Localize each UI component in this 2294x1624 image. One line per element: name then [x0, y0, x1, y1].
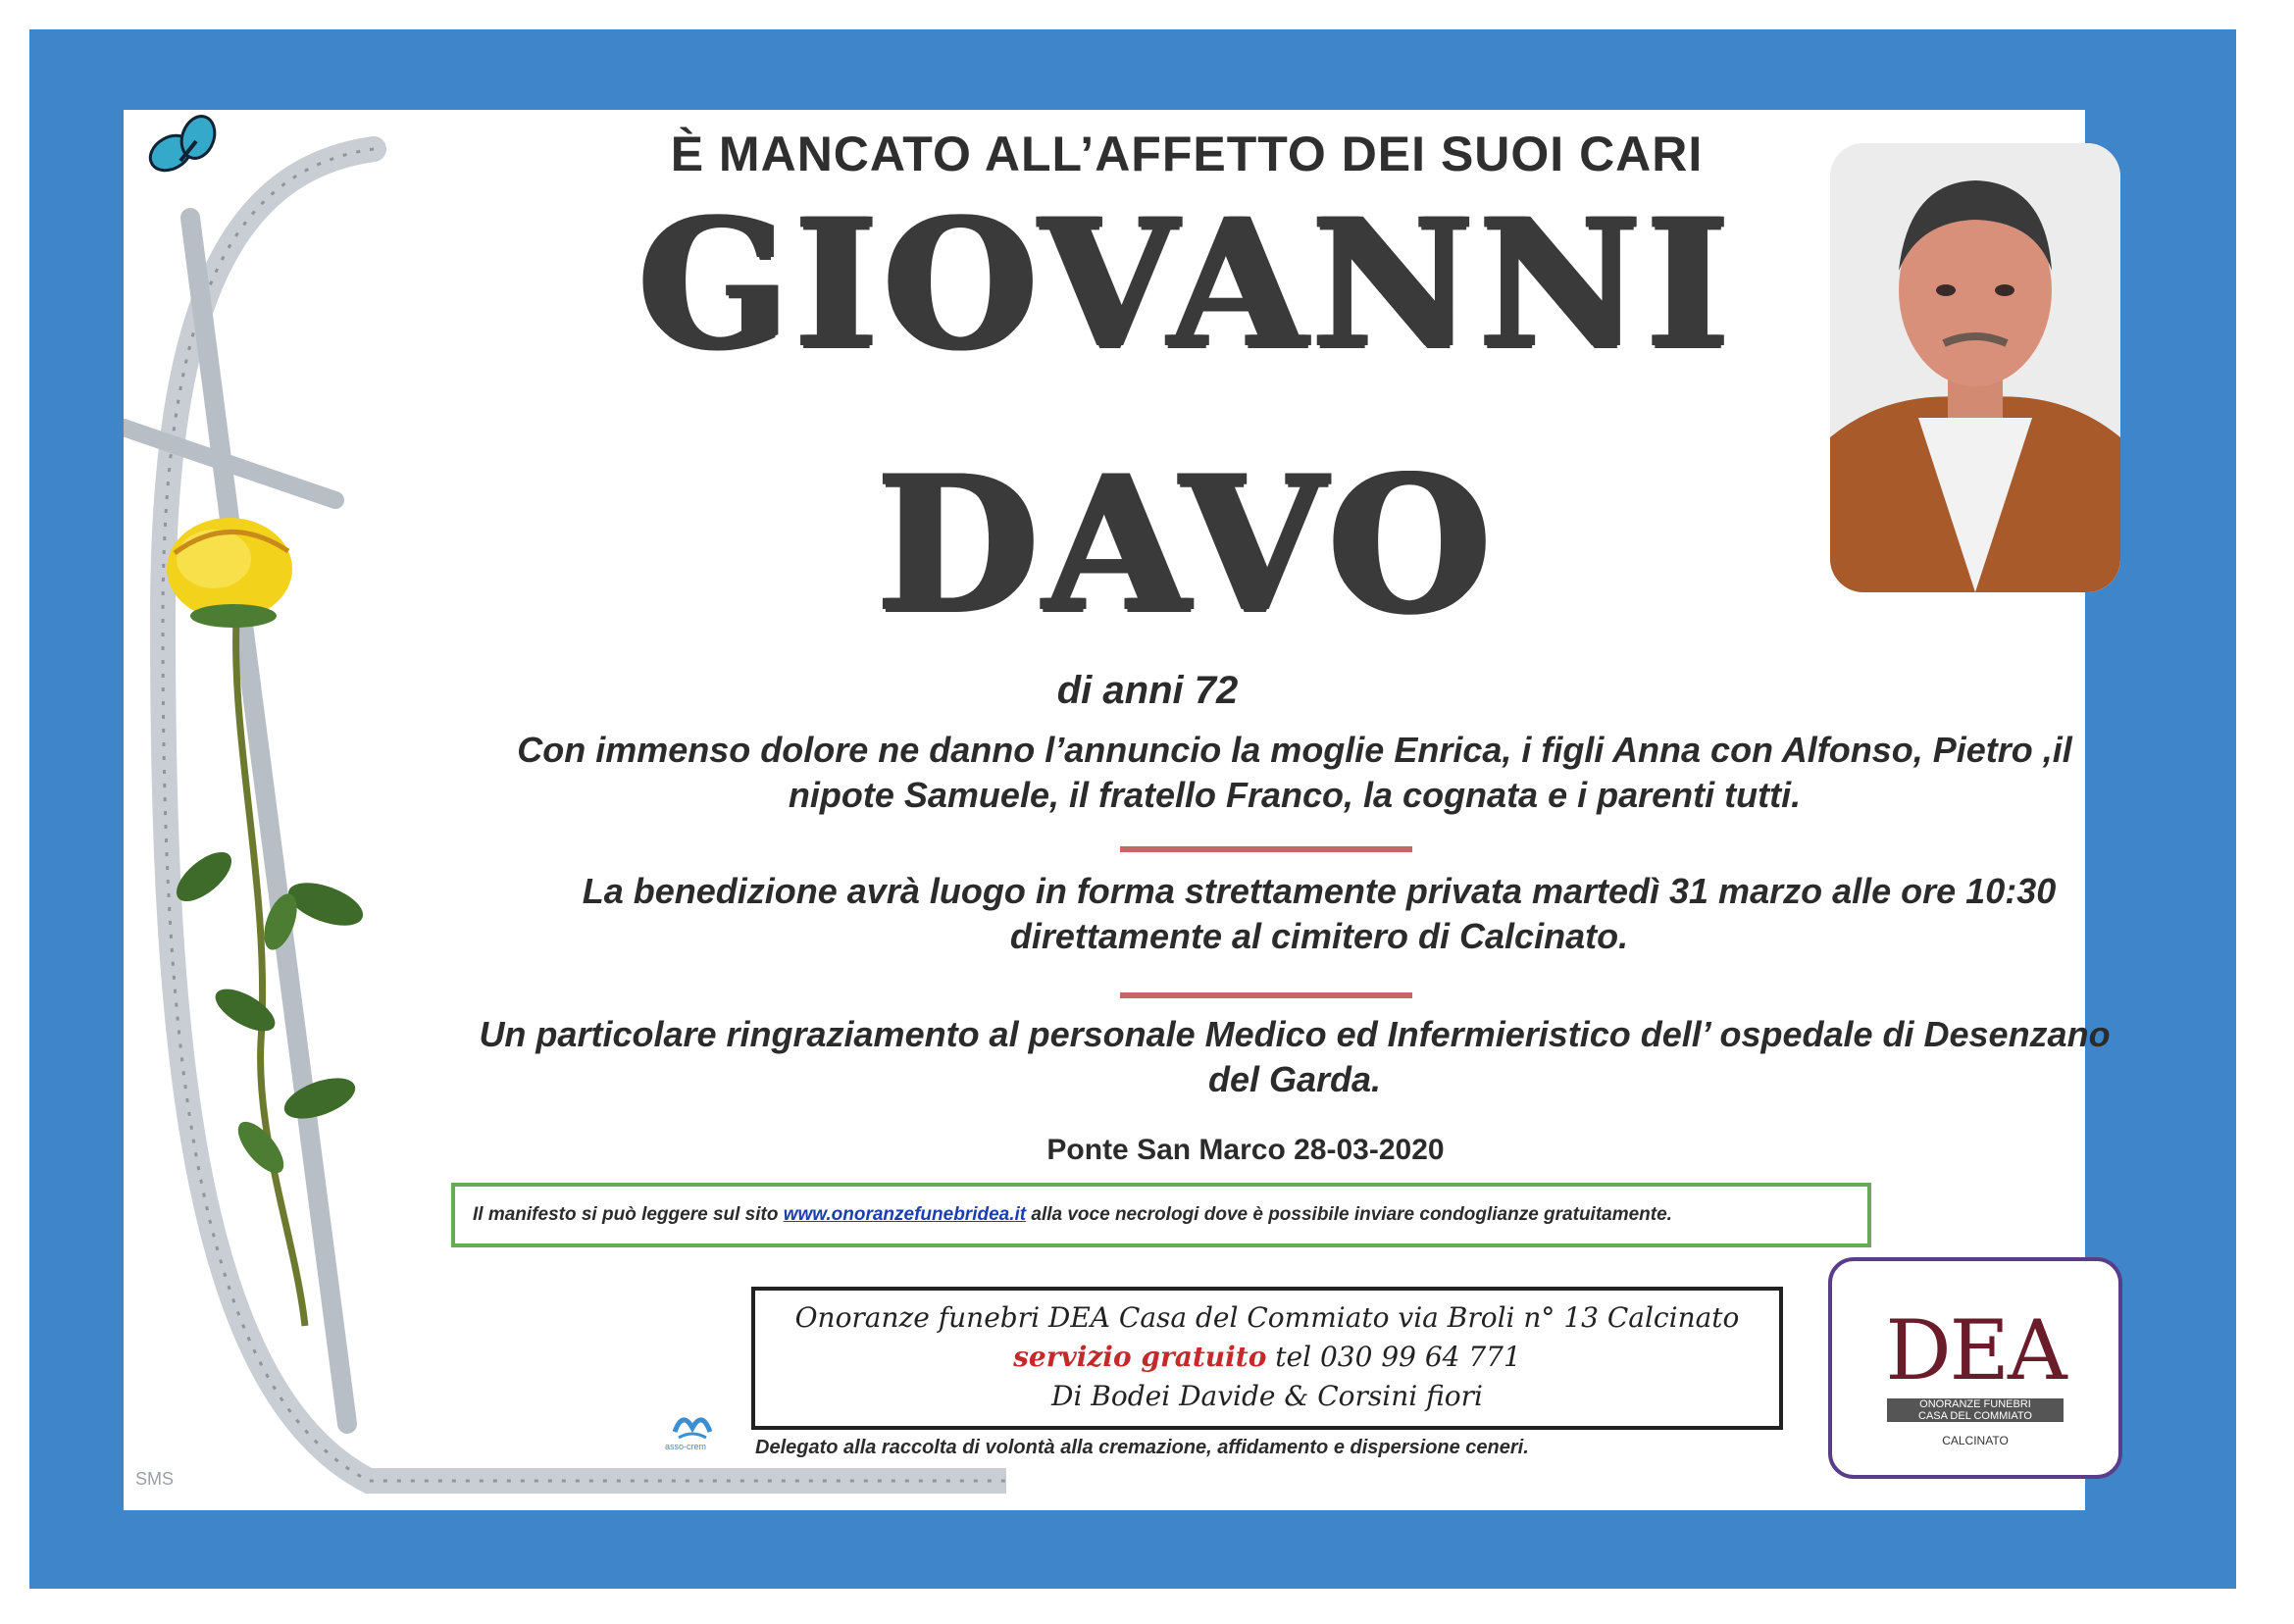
footer-mark: SMS — [135, 1469, 175, 1489]
place-and-date: Ponte San Marco 28-03-2020 — [1046, 1134, 1445, 1166]
last-name: DAVO — [877, 434, 1497, 653]
website-notice — [451, 1183, 1871, 1247]
website-link[interactable]: www.onoranzefunebridea.it — [783, 1204, 1027, 1225]
announcement-text: Con immenso dolore ne danno l’annuncio la moglie Enrica, i figli Anna con Alfonso, Pietro ,il nipote Samuele, il fratello Franco, la cognata e i parenti tutti. — [517, 730, 2072, 815]
separator-line — [1120, 846, 1412, 852]
heading: È MANCATO ALL’AFFETTO DEI SUOI CARI — [670, 127, 1704, 181]
separator-line — [1120, 992, 1412, 998]
free-service-label: servizio gratuito — [1013, 1341, 1267, 1373]
first-name: GIOVANNI — [637, 180, 1736, 387]
dea-logo-bar — [1887, 1398, 2064, 1422]
dea-logo — [1828, 1257, 2122, 1479]
ceremony-text: La benedizione avrà luogo in forma strettamente privata martedì 31 marzo alle ore 10:30 direttamente al cimitero di Calcinato. — [582, 871, 2057, 956]
dea-logo-city: CALCINATO — [1942, 1434, 2009, 1447]
funeral-home-box — [751, 1287, 1783, 1430]
dea-logo-name: DEA — [1885, 1302, 2065, 1398]
website-notice-before: Il manifesto si può leggere sul sito — [473, 1204, 784, 1225]
website-notice-after: alla voce necrologi dove è possibile inviare condoglianze gratuitamente. — [1026, 1204, 1672, 1225]
asso-crem-label: asso-crem — [665, 1442, 707, 1451]
thanks-text: Un particolare ringraziamento al personale Medico ed Infermieristico dell’ ospedale di Desenzano del Garda. — [479, 1014, 2111, 1099]
dea-logo-bar-line1: ONORANZE FUNEBRI — [1919, 1398, 2031, 1410]
funeral-home-address: Onoranze funebri DEA Casa del Commiato via Broli n° 13 Calcinato — [794, 1301, 1740, 1334]
funeral-home-owners: Di Bodei Davide & Corsini fiori — [1051, 1380, 1483, 1412]
dea-logo-bar-line2: CASA DEL COMMIATO — [1918, 1410, 2032, 1422]
deceased-portrait — [1830, 143, 2120, 592]
cremation-delegate-note: Delegato alla raccolta di volontà alla cremazione, affidamento e dispersione ceneri. — [755, 1437, 1529, 1458]
funeral-home-phone: tel 030 99 64 771 — [1266, 1341, 1521, 1373]
age: di anni 72 — [1056, 669, 1239, 712]
